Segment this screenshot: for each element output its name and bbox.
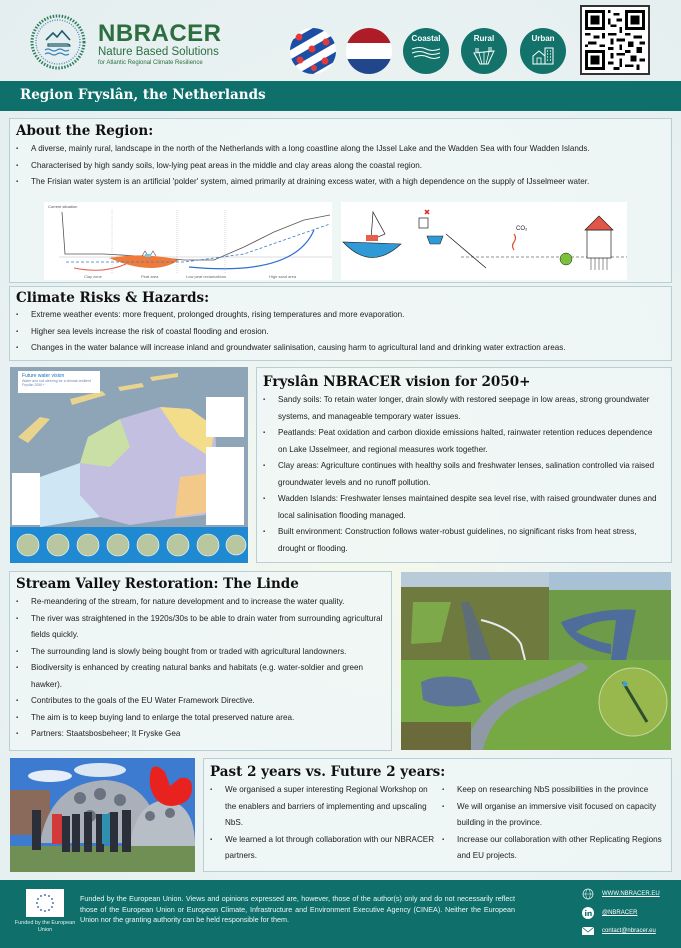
- qr-code[interactable]: [580, 5, 650, 75]
- future-water-vision-map: [10, 367, 248, 563]
- urban-badge: [520, 28, 566, 74]
- netherlands-flag-icon: [346, 28, 392, 74]
- stream-bullet: ▪ The river was straightened in the 1920s/30s to be able to drain water from surrounding agricultural fields quickly.: [14, 611, 389, 644]
- map-title: Future water vision: [22, 373, 65, 379]
- eu-flag-icon: [26, 889, 64, 917]
- cross-section-diagram: [44, 202, 332, 280]
- linde-aerial-photos: [401, 572, 671, 750]
- frisian-flag-icon: [290, 28, 336, 74]
- about-bullet-list: [14, 141, 669, 191]
- about-bullet: ▪ A diverse, mainly rural, landscape in the north of the Netherlands with a long coastline along the IJssel Lake and the Wadden Sea with four Wadden Islands.: [14, 141, 669, 158]
- future-bullet: ▪ We will organise an immersive visit focused on capacity building in the province.: [440, 799, 670, 832]
- rural-badge: [461, 28, 507, 74]
- about-bullet: ▪ The Frisian water system is an artificial 'polder' system, aimed primarily at draining excess water, with a high dependence on the supply of IJsselmeer water.: [14, 174, 669, 191]
- vision-bullet: ▪ Sandy soils: To retain water longer, drain slowly with restored seepage in low areas, strong groundwater systems, and manageable temporary water issues.: [261, 392, 661, 425]
- svg-text:High sand area: High sand area: [269, 274, 297, 279]
- future-bullet: ▪ Increase our collaboration with other Replicating Regions and EU projects.: [440, 832, 670, 865]
- fields-icon: [471, 45, 497, 65]
- water-system-illustration: [341, 202, 627, 280]
- brand-block: [98, 22, 222, 68]
- waves-icon: [410, 45, 442, 61]
- vision-bullet: ▪ Clay areas: Agriculture continues with healthy soils and freshwater lenses, salination controlled via raised groundwater levels and no runoff pollution.: [261, 458, 661, 491]
- workshop-group-photo: [10, 758, 195, 872]
- brand-name: NBRACER: [98, 20, 222, 47]
- co2-label: CO₂: [516, 226, 528, 232]
- eu-caption: Funded by the European Union: [14, 920, 76, 933]
- email-link[interactable]: [582, 926, 656, 936]
- vision-bullet: ▪ Built environment: Construction follows water-robust guidelines, no significant risks from heat stress, drought or flooding.: [261, 524, 661, 557]
- future-bullet: ▪ Keep on researching NbS possibilities in the province: [440, 782, 670, 799]
- past-bullet-list: [208, 782, 440, 865]
- past-future-panel: [203, 758, 672, 872]
- nbracer-logo-icon: [28, 12, 88, 72]
- about-bullet: ▪ Characterised by high sandy soils, low-lying peat areas in the middle and clay areas along the coastal region.: [14, 158, 669, 175]
- diagram-title: Current situation: [48, 204, 78, 209]
- stream-bullet: ▪ Contributes to the goals of the EU Water Framework Directive.: [14, 693, 389, 710]
- funding-disclaimer: Funded by the European Union. Views and opinions expressed are, however, those of the author(s) only and do not necessarily reflect those of the European Union or European Climate, Infrastructure and Environment Executive Agency (CINEA). Neither the European Union nor the granting authority can be held responsible for them.: [80, 894, 515, 924]
- past-future-heading: Past 2 years vs. Future 2 years:: [210, 764, 446, 780]
- urban-label: Urban: [531, 34, 555, 43]
- about-heading: About the Region:: [16, 123, 154, 139]
- linkedin-link[interactable]: [582, 907, 637, 919]
- vision-bullet-list: [261, 392, 661, 557]
- email-text: contact@nbracer.eu: [602, 928, 656, 934]
- climate-bullet: ▪ Higher sea levels increase the risk of coastal flooding and erosion.: [14, 324, 669, 341]
- about-region-panel: [9, 118, 672, 283]
- future-bullet-list: [440, 782, 670, 865]
- website-link[interactable]: [582, 888, 660, 900]
- stream-bullet: ▪ The surrounding land is slowly being bought from or traded with agricultural landowners.: [14, 644, 389, 661]
- rural-label: Rural: [473, 34, 495, 43]
- linkedin-icon: [582, 907, 594, 919]
- region-title-bar: [0, 81, 681, 111]
- climate-risks-panel: [9, 286, 672, 361]
- brand-subtagline: for Atlantic Regional Climate Resilience: [98, 60, 203, 66]
- header: [0, 0, 681, 80]
- stream-bullet: ▪ The aim is to keep buying land to enlarge the total preserved nature area.: [14, 710, 389, 727]
- globe-icon: [582, 888, 594, 900]
- coastal-label: Coastal: [411, 34, 441, 43]
- vision-heading: Fryslân NBRACER vision for 2050+: [263, 374, 531, 390]
- climate-bullet: ▪ Changes in the water balance will increase inland and groundwater salinisation, causing harm to agricultural land and drinking water extraction areas.: [14, 340, 669, 357]
- past-bullet: ▪ We organised a super interesting Regional Workshop on the enablers and barriers of implementing and upscaling NbS.: [208, 782, 440, 832]
- mail-icon: [582, 926, 594, 936]
- svg-text:Low peat reclamations: Low peat reclamations: [186, 274, 227, 279]
- region-title: Region Fryslân, the Netherlands: [20, 87, 266, 103]
- stream-heading: Stream Valley Restoration: The Linde: [16, 576, 299, 592]
- vision-bullet: ▪ Wadden Islands: Freshwater lenses maintained despite sea level rise, with raised groundwater dunes and local salinisation flooding managed.: [261, 491, 661, 524]
- stream-bullet: ▪ Partners: Staatsbosbeheer; It Fryske Gea: [14, 726, 389, 743]
- buildings-icon: [530, 45, 556, 65]
- svg-text:Peat area: Peat area: [141, 274, 159, 279]
- svg-text:Clay zone: Clay zone: [84, 274, 102, 279]
- past-bullet: ▪ We learned a lot through collaboration with our NBRACER partners.: [208, 832, 440, 865]
- footer: [0, 880, 681, 948]
- stream-bullet: ▪ Re-meandering of the stream, for nature development and to increase the water quality.: [14, 594, 389, 611]
- stream-bullet-list: [14, 594, 389, 743]
- stream-bullet: ▪ Biodiversity is enhanced by creating natural banks and habitats (e.g. water-soldier and green hawker).: [14, 660, 389, 693]
- climate-bullet: ▪ Extreme weather events: more frequent, prolonged droughts, rising temperatures and more evaporation.: [14, 307, 669, 324]
- climate-heading: Climate Risks & Hazards:: [16, 290, 210, 306]
- linkedin-text: @NBRACER: [602, 910, 638, 916]
- vision-bullet: ▪ Peatlands: Peat oxidation and carbon dioxide emissions halted, rainwater retention reduces dependence on Lake IJsselmeer, and regional measures work together.: [261, 425, 661, 458]
- coastal-badge: [403, 28, 449, 74]
- brand-tagline: Nature Based Solutions: [98, 46, 219, 58]
- climate-bullet-list: [14, 307, 669, 357]
- stream-valley-panel: [9, 571, 392, 751]
- vision-panel: [256, 367, 672, 563]
- map-subtitle: Water and soil steering for a climate-resilient Fryslân 2050+: [22, 379, 91, 387]
- website-text: WWW.NBRACER.EU: [602, 891, 660, 897]
